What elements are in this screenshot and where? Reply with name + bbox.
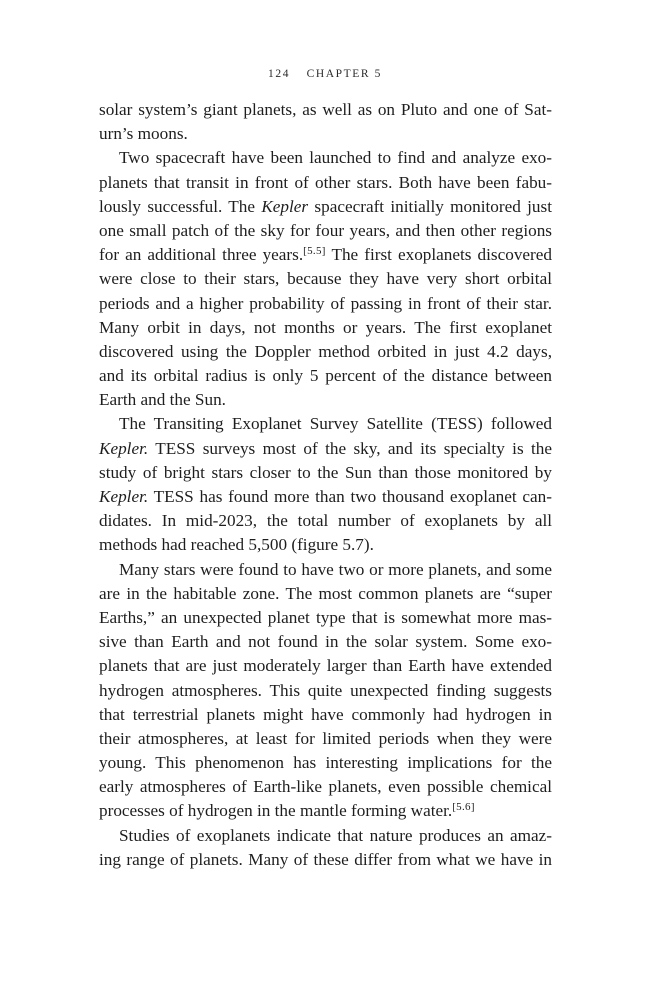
reference-marker: [5.5]: [303, 245, 326, 258]
text-line: Two spacecraft have been launched to find and analyze exo-: [119, 148, 552, 168]
text-line: sive than Earth and not found in the solar system. Some exo-: [99, 632, 552, 652]
text-line: Earths,” an unexpected planet type that is somewhat more mas-: [99, 607, 552, 627]
running-head: [0, 68, 650, 80]
text-line: Studies of exoplanets indicate that nature produces an amaz-: [119, 825, 552, 845]
text-line: that terrestrial planets might have commonly had hydrogen in: [99, 704, 552, 724]
text-line: planets that transit in front of other stars. Both have been fabu-: [99, 172, 552, 192]
text-line: didates. In mid-2023, the total number of exoplanets by all: [99, 511, 552, 531]
italic-text: Kepler.: [99, 487, 149, 506]
text-line: solar system’s giant planets, as well as on Pluto and one of Sat-: [99, 100, 552, 119]
body-text: [99, 98, 552, 872]
text-line: [99, 485, 552, 509]
text-line: discovered using the Doppler method orbited in just 4.2 days,: [99, 341, 552, 361]
italic-text: Kepler.: [99, 438, 149, 458]
text-line: ing range of planets. Many of these differ from what we have in: [99, 849, 552, 869]
text-line: and its orbital radius is only 5 percent of the distance between: [99, 366, 552, 386]
text-line: one small patch of the sky for four years, and then other regions: [99, 220, 552, 240]
text-line: The Transiting Exoplanet Survey Satellite (TESS) followed: [119, 414, 552, 434]
text-line: early atmospheres of Earth-like planets, even possible chemical: [99, 777, 552, 797]
text-line: periods and a higher probability of passing in front of their star.: [99, 293, 552, 313]
text-segment: lously successful. The: [99, 196, 262, 216]
text-line: Many stars were found to have two or more planets, and some: [119, 559, 552, 579]
text-line: [99, 437, 552, 461]
text-line: are in the habitable zone. The most common planets are “super: [99, 583, 552, 603]
text-segment: TESS surveys most of the sky, and its specialty is the: [148, 438, 552, 458]
text-segment: The first exoplanets discovered: [325, 245, 552, 265]
chapter-label: CHAPTER 5: [306, 68, 382, 80]
text-line: [99, 195, 552, 219]
reference-marker: [5.6]: [452, 801, 475, 814]
text-segment: spacecraft initially monitored just: [308, 196, 552, 216]
text-line: [99, 799, 552, 823]
text-line: urn’s moons.: [99, 124, 188, 144]
text-segment: processes of hydrogen in the mantle forming water.: [99, 801, 453, 821]
italic-text: Kepler: [261, 196, 309, 216]
text-line: planets that are just moderately larger than Earth have extended: [99, 656, 552, 676]
text-line: young. This phenomenon has interesting implications for the: [99, 753, 552, 773]
text-line: Earth and the Sun.: [99, 390, 226, 410]
text-line: were close to their stars, because they have very short orbital: [99, 269, 552, 289]
text-line: their atmospheres, at least for limited periods when they were: [99, 728, 552, 748]
text-line: [99, 243, 552, 267]
text-line: Many orbit in days, not months or years. The first exoplanet: [99, 317, 552, 337]
text-segment: TESS has found more than two thousand exoplanet can-: [148, 487, 552, 506]
text-segment: for an additional three years.: [99, 245, 304, 265]
text-line: hydrogen atmospheres. This quite unexpected finding suggests: [99, 680, 552, 700]
text-line: study of bright stars closer to the Sun than those monitored by: [99, 462, 552, 482]
text-line: methods had reached 5,500 (figure 5.7).: [99, 535, 374, 555]
page-number: 124: [268, 68, 291, 80]
